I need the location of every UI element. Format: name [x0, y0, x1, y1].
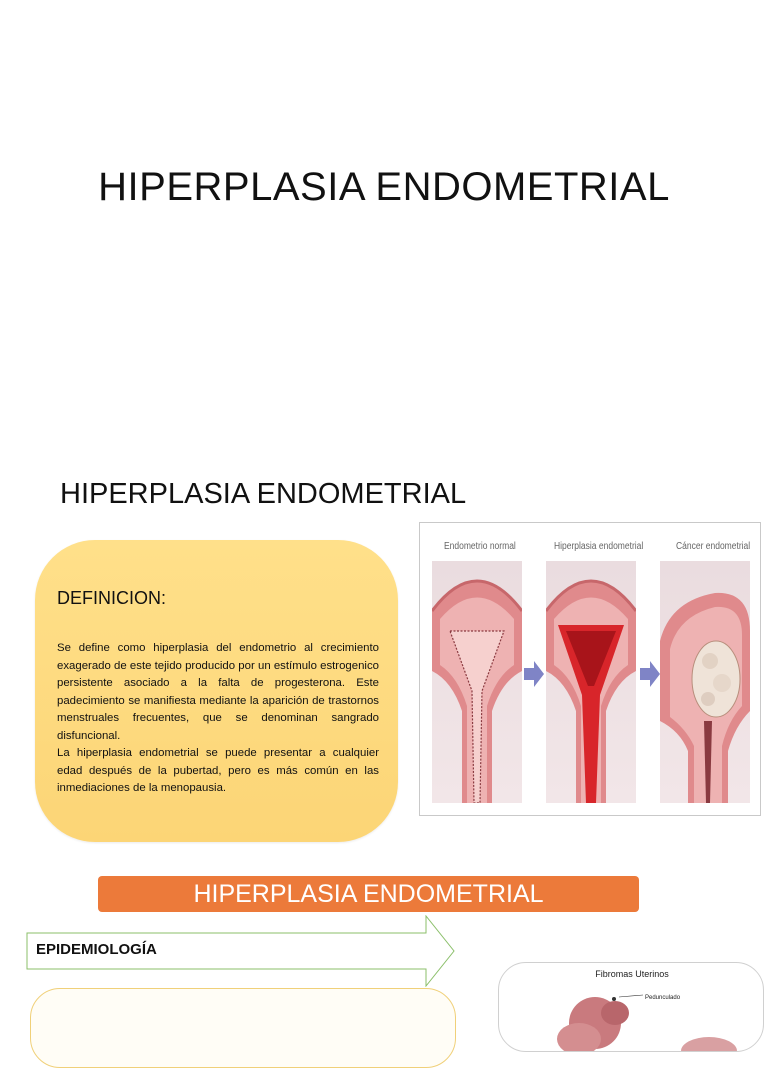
definition-box	[35, 540, 398, 842]
figure-label-normal: Endometrio normal	[444, 541, 516, 552]
arrow-right-icon	[524, 661, 544, 687]
epidemiology-label: EPIDEMIOLOGÍA	[36, 941, 157, 958]
uterus-hyperplasia-illustration	[546, 561, 636, 803]
uterus-fibroid-illustration	[499, 963, 764, 1052]
arrow-right-icon	[640, 661, 660, 687]
fibroids-figure-sublabel: Pedunculado	[645, 995, 681, 1001]
definition-heading: DEFINICION:	[57, 588, 167, 608]
epidemiology-text-box	[30, 988, 456, 1068]
uterine-fibroids-figure	[498, 962, 764, 1052]
fibroids-figure-title: Fibromas Uterinos	[595, 969, 669, 979]
definition-paragraph-2: La hiperplasia endometrial se puede presentar a cualquier edad después de la pubertad, pero es más común en las inmediaciones de la menopausia.	[57, 747, 379, 794]
slide2-title: HIPERPLASIA ENDOMETRIAL	[60, 478, 467, 510]
uterus-cancer-illustration	[660, 561, 750, 803]
uterus-normal-illustration	[432, 561, 522, 803]
slide3-title-bar: HIPERPLASIA ENDOMETRIAL	[98, 876, 639, 912]
definition-text	[57, 640, 379, 798]
figure-label-cancer: Cáncer endometrial	[676, 541, 751, 552]
definition-paragraph-1: Se define como hiperplasia del endometrio al crecimiento exagerado de este tejido producido por un estímulo estrogenico persistente asociado a la falta de progesterona. Este padecimiento se manifiesta mediante la aparición de trastornos menstruales frecuentes, que se denominan sangrado disfuncional.	[57, 642, 379, 742]
endometrium-comparison-figure	[419, 522, 761, 816]
figure-label-hyperplasia: Hiperplasia endometrial	[554, 541, 644, 552]
slide1-title: HIPERPLASIA ENDOMETRIAL	[98, 165, 670, 209]
